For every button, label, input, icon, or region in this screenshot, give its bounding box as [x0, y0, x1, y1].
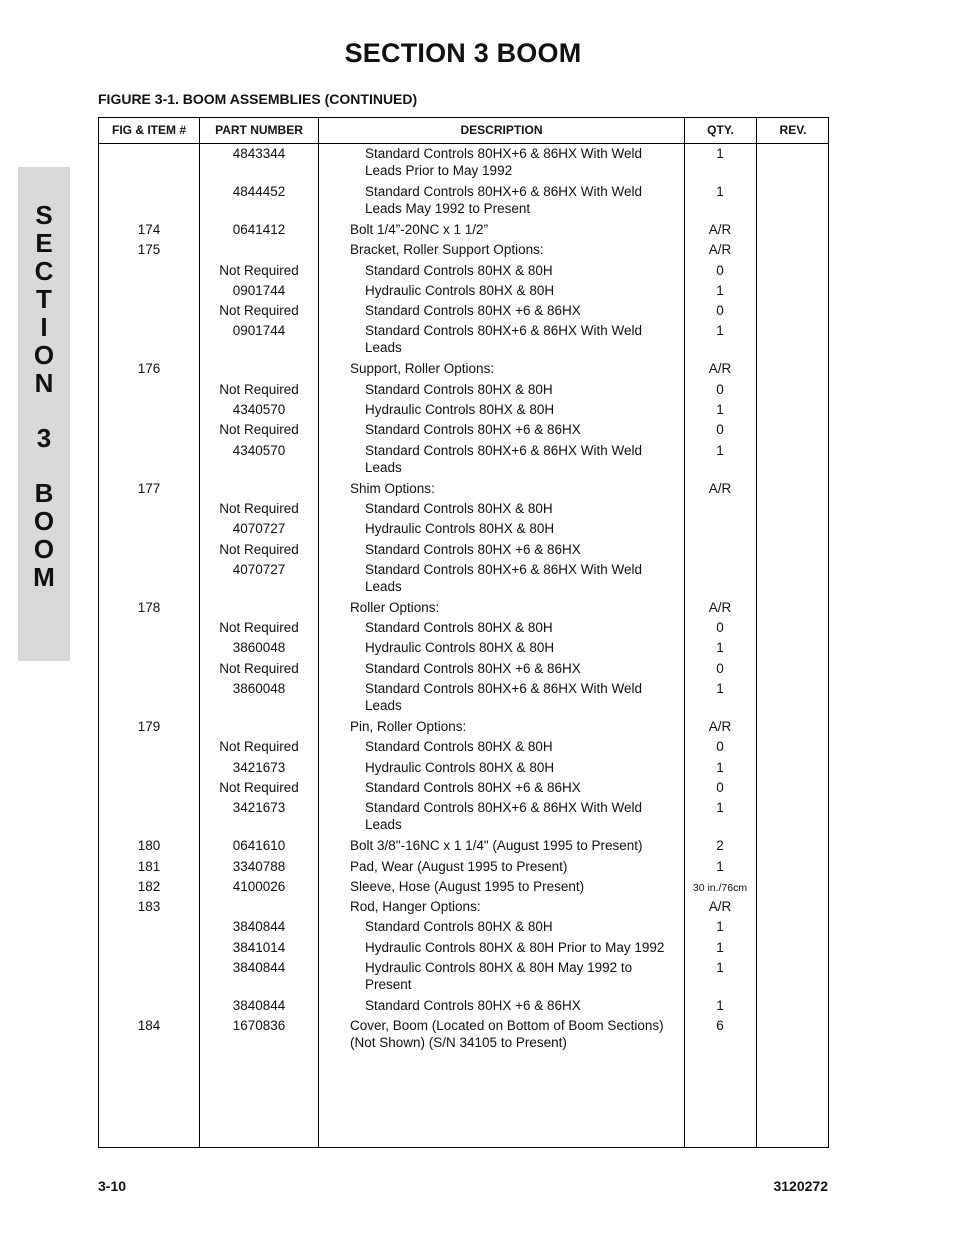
quantity-cell: A/R [708, 719, 732, 735]
part-number-cell: 3840844 [232, 998, 286, 1014]
parts-table [98, 117, 829, 1148]
table-row [99, 442, 828, 480]
quantity-cell: 0 [716, 262, 724, 278]
table-row [99, 858, 828, 878]
description-cell: Standard Controls 80HX+6 & 86HX With Weld [365, 184, 643, 199]
description-cell: Standard Controls 80HX +6 & 86HX [365, 422, 581, 438]
description-cell: Hydraulic Controls 80HX & 80H [365, 640, 555, 656]
quantity-cell: 1 [716, 640, 724, 656]
quantity-cell: 1 [716, 759, 724, 775]
table-row [99, 145, 828, 183]
description-cell: Standard Controls 80HX +6 & 86HX [365, 660, 581, 676]
part-number-cell: 3840844 [232, 960, 286, 976]
table-row [99, 541, 828, 561]
part-number-cell: Not Required [219, 779, 299, 795]
quantity-cell: 1 [716, 323, 724, 339]
part-number-cell: 3860048 [232, 640, 286, 656]
table-row [99, 520, 828, 540]
description-cell-line2: Leads [365, 698, 402, 714]
part-number-cell: 0641610 [232, 838, 286, 854]
description-cell: Standard Controls 80HX+6 & 86HX With Weld [365, 442, 643, 458]
side-tab-letter: B [34, 478, 54, 508]
header-part: PART NUMBER [215, 123, 303, 137]
part-number-cell: 4844452 [232, 184, 286, 199]
table-row [99, 660, 828, 680]
part-number-cell: 3840844 [232, 919, 286, 935]
fig-item-cell: 182 [137, 878, 161, 894]
description-cell: Standard Controls 80HX+6 & 86HX With Weld [365, 681, 643, 697]
quantity-cell: 1 [716, 282, 724, 298]
table-row [99, 480, 828, 500]
quantity-cell: 1 [716, 858, 724, 874]
table-row [99, 738, 828, 758]
description-cell-line2: Present [365, 977, 412, 993]
part-number-cell: Not Required [219, 620, 299, 636]
part-number-cell: Not Required [219, 541, 299, 557]
quantity-cell: 30 in./76cm [692, 881, 748, 894]
description-cell: Standard Controls 80HX & 80H [365, 500, 553, 516]
header-description: DESCRIPTION [460, 123, 543, 137]
fig-item-cell: 181 [137, 858, 161, 874]
part-number-cell: 0901744 [232, 323, 286, 339]
header-fig: FIG & ITEM # [111, 123, 186, 137]
part-number-cell: 4340570 [232, 402, 286, 418]
description-cell: Standard Controls 80HX & 80H [365, 919, 553, 935]
quantity-cell: A/R [708, 599, 732, 615]
description-cell: Hydraulic Controls 80HX & 80H May 1992 to [365, 960, 633, 976]
description-cell: Standard Controls 80HX +6 & 86HX [365, 303, 581, 319]
table-row [99, 183, 828, 221]
description-cell: Pin, Roller Options: [350, 719, 467, 735]
figure-title: FIGURE 3-1. BOOM ASSEMBLIES (CONTINUED) [98, 91, 418, 107]
description-cell: Pad, Wear (August 1995 to Present) [350, 858, 568, 874]
side-tab-letter: O [33, 340, 55, 370]
table-row [99, 878, 828, 898]
table-row [99, 959, 828, 997]
part-number-cell: Not Required [219, 422, 299, 438]
quantity-cell: A/R [708, 242, 732, 258]
part-number-cell: Not Required [219, 660, 299, 676]
table-row [99, 759, 828, 779]
page-number: 3-10 [98, 1178, 127, 1194]
fig-item-cell: 183 [137, 899, 161, 915]
part-number-cell: 4070727 [232, 561, 286, 577]
table-row [99, 779, 828, 799]
fig-item-cell: 177 [137, 480, 161, 496]
description-cell: Standard Controls 80HX+6 & 86HX With Weld [365, 146, 643, 161]
quantity-cell: 6 [716, 1018, 724, 1034]
description-cell: Bolt 1/4”-20NC x 1 1/2” [350, 222, 489, 237]
description-cell: Hydraulic Controls 80HX & 80H [365, 759, 555, 775]
table-row [99, 1017, 828, 1055]
table-row [99, 997, 828, 1017]
fig-item-cell: 184 [137, 1018, 161, 1034]
quantity-cell: 1 [716, 402, 724, 418]
header-rev: REV. [779, 123, 807, 137]
fig-item-cell: 180 [137, 838, 161, 854]
quantity-cell: 2 [716, 838, 724, 854]
quantity-cell: 0 [716, 303, 724, 319]
description-cell-line2: Leads Prior to May 1992 [365, 163, 513, 178]
table-row [99, 421, 828, 441]
quantity-cell: A/R [708, 899, 732, 915]
description-cell: Support, Roller Options: [350, 361, 495, 377]
description-cell: Standard Controls 80HX+6 & 86HX With Weld [365, 323, 643, 339]
description-cell: Roller Options: [350, 599, 440, 615]
fig-item-cell: 179 [137, 719, 161, 735]
quantity-cell: 0 [716, 739, 724, 755]
description-cell: Cover, Boom (Located on Bottom of Boom Sections) [350, 1018, 664, 1034]
description-cell: Standard Controls 80HX+6 & 86HX With Weld [365, 561, 643, 577]
side-tab-letter [18, 452, 70, 479]
table-row [99, 837, 828, 857]
table-row [99, 241, 828, 261]
side-tab-letter: C [34, 256, 54, 286]
quantity-cell: 0 [716, 620, 724, 636]
table-row [99, 718, 828, 738]
table-row [99, 898, 828, 918]
part-number-cell: Not Required [219, 381, 299, 397]
quantity-cell: 0 [716, 660, 724, 676]
quantity-cell: 1 [716, 919, 724, 935]
description-cell: Standard Controls 80HX & 80H [365, 739, 553, 755]
part-number-cell: 1670836 [232, 1018, 286, 1034]
side-tab-letter: E [35, 228, 53, 258]
table-row [99, 282, 828, 302]
table-row [99, 561, 828, 599]
description-cell: Hydraulic Controls 80HX & 80H Prior to May 1992 [365, 939, 665, 955]
header-qty: QTY. [707, 123, 734, 137]
description-cell-line2: Leads May 1992 to Present [365, 201, 531, 216]
quantity-cell: 0 [716, 779, 724, 795]
description-cell: Standard Controls 80HX +6 & 86HX [365, 998, 581, 1014]
table-row [99, 599, 828, 619]
table-row [99, 918, 828, 938]
description-cell: Hydraulic Controls 80HX & 80H [365, 282, 555, 298]
side-tab-letter: O [33, 506, 55, 536]
description-cell-line2: Leads [365, 459, 402, 475]
side-tab-letter: O [33, 534, 55, 564]
part-number-cell: 4070727 [232, 521, 286, 537]
part-number-cell: 3421673 [232, 800, 286, 816]
description-cell-line2: (Not Shown) (S/N 34105 to Present) [350, 1035, 567, 1051]
description-cell: Shim Options: [350, 480, 435, 496]
part-number-cell: Not Required [219, 500, 299, 516]
quantity-cell: 0 [716, 422, 724, 438]
description-cell: Bolt 3/8"-16NC x 1 1/4" (August 1995 to Present) [350, 838, 643, 854]
part-number-cell: 4100026 [232, 878, 286, 894]
side-tab-letter [18, 397, 70, 424]
fig-item-cell: 176 [137, 361, 161, 377]
table-row [99, 939, 828, 959]
description-cell: Standard Controls 80HX +6 & 86HX [365, 541, 581, 557]
part-number-cell: 3860048 [232, 681, 286, 697]
quantity-cell: A/R [708, 480, 732, 496]
page-title: SECTION 3 BOOM [344, 38, 582, 68]
quantity-cell: A/R [708, 361, 732, 377]
fig-item-cell: 175 [137, 242, 161, 258]
side-tab-letters [18, 201, 70, 591]
description-cell-line2: Leads [365, 340, 402, 356]
description-cell-line2: Leads [365, 578, 402, 594]
description-cell: Sleeve, Hose (August 1995 to Present) [350, 878, 585, 894]
quantity-cell: 1 [716, 681, 724, 697]
part-number-cell: 0901744 [232, 282, 286, 298]
quantity-cell: 1 [716, 939, 724, 955]
description-cell: Standard Controls 80HX & 80H [365, 620, 553, 636]
quantity-cell: 1 [716, 442, 724, 458]
description-cell: Standard Controls 80HX & 80H [365, 381, 553, 397]
description-cell: Rod, Hanger Options: [350, 899, 481, 915]
quantity-cell: 1 [716, 960, 724, 976]
document-number: 3120272 [773, 1178, 828, 1194]
description-cell: Hydraulic Controls 80HX & 80H [365, 402, 555, 418]
table-row [99, 680, 828, 718]
table-row [99, 221, 828, 241]
quantity-cell: 0 [716, 381, 724, 397]
table-row [99, 262, 828, 282]
part-number-cell: 3421673 [232, 759, 286, 775]
table-row [99, 381, 828, 401]
table-row [99, 302, 828, 322]
table-row [99, 799, 828, 837]
description-cell: Standard Controls 80HX +6 & 86HX [365, 779, 581, 795]
side-tab-letter: I [40, 312, 48, 342]
table-row [99, 639, 828, 659]
part-number-cell: Not Required [219, 739, 299, 755]
quantity-cell: 1 [716, 998, 724, 1014]
section-side-tab [18, 167, 70, 661]
description-cell: Standard Controls 80HX+6 & 86HX With Weld [365, 800, 643, 816]
table-row [99, 500, 828, 520]
quantity-cell: A/R [708, 222, 732, 237]
part-number-cell: 4843344 [232, 146, 286, 161]
side-tab-letter: N [34, 368, 54, 398]
quantity-cell: 1 [716, 146, 724, 161]
table-row [99, 360, 828, 380]
part-number-cell: 3841014 [232, 939, 286, 955]
fig-item-cell: 174 [137, 222, 161, 237]
table-header [99, 118, 828, 144]
description-cell-line2: Leads [365, 817, 402, 833]
table-row [99, 322, 828, 360]
part-number-cell: 0641412 [232, 222, 286, 237]
table-body [99, 145, 828, 1055]
side-tab-letter: M [33, 562, 55, 592]
part-number-cell: Not Required [219, 303, 299, 319]
part-number-cell: Not Required [219, 262, 299, 278]
part-number-cell: 4340570 [232, 442, 286, 458]
side-tab-letter: S [35, 200, 53, 230]
description-cell: Bracket, Roller Support Options: [350, 242, 544, 258]
side-tab-letter: 3 [36, 423, 52, 453]
quantity-cell: 1 [716, 800, 724, 816]
quantity-cell: 1 [716, 184, 724, 199]
description-cell: Standard Controls 80HX & 80H [365, 262, 553, 278]
table-row [99, 401, 828, 421]
side-tab-letter: T [36, 284, 52, 314]
table-row [99, 619, 828, 639]
fig-item-cell: 178 [137, 599, 161, 615]
description-cell: Hydraulic Controls 80HX & 80H [365, 521, 555, 537]
part-number-cell: 3340788 [232, 858, 286, 874]
